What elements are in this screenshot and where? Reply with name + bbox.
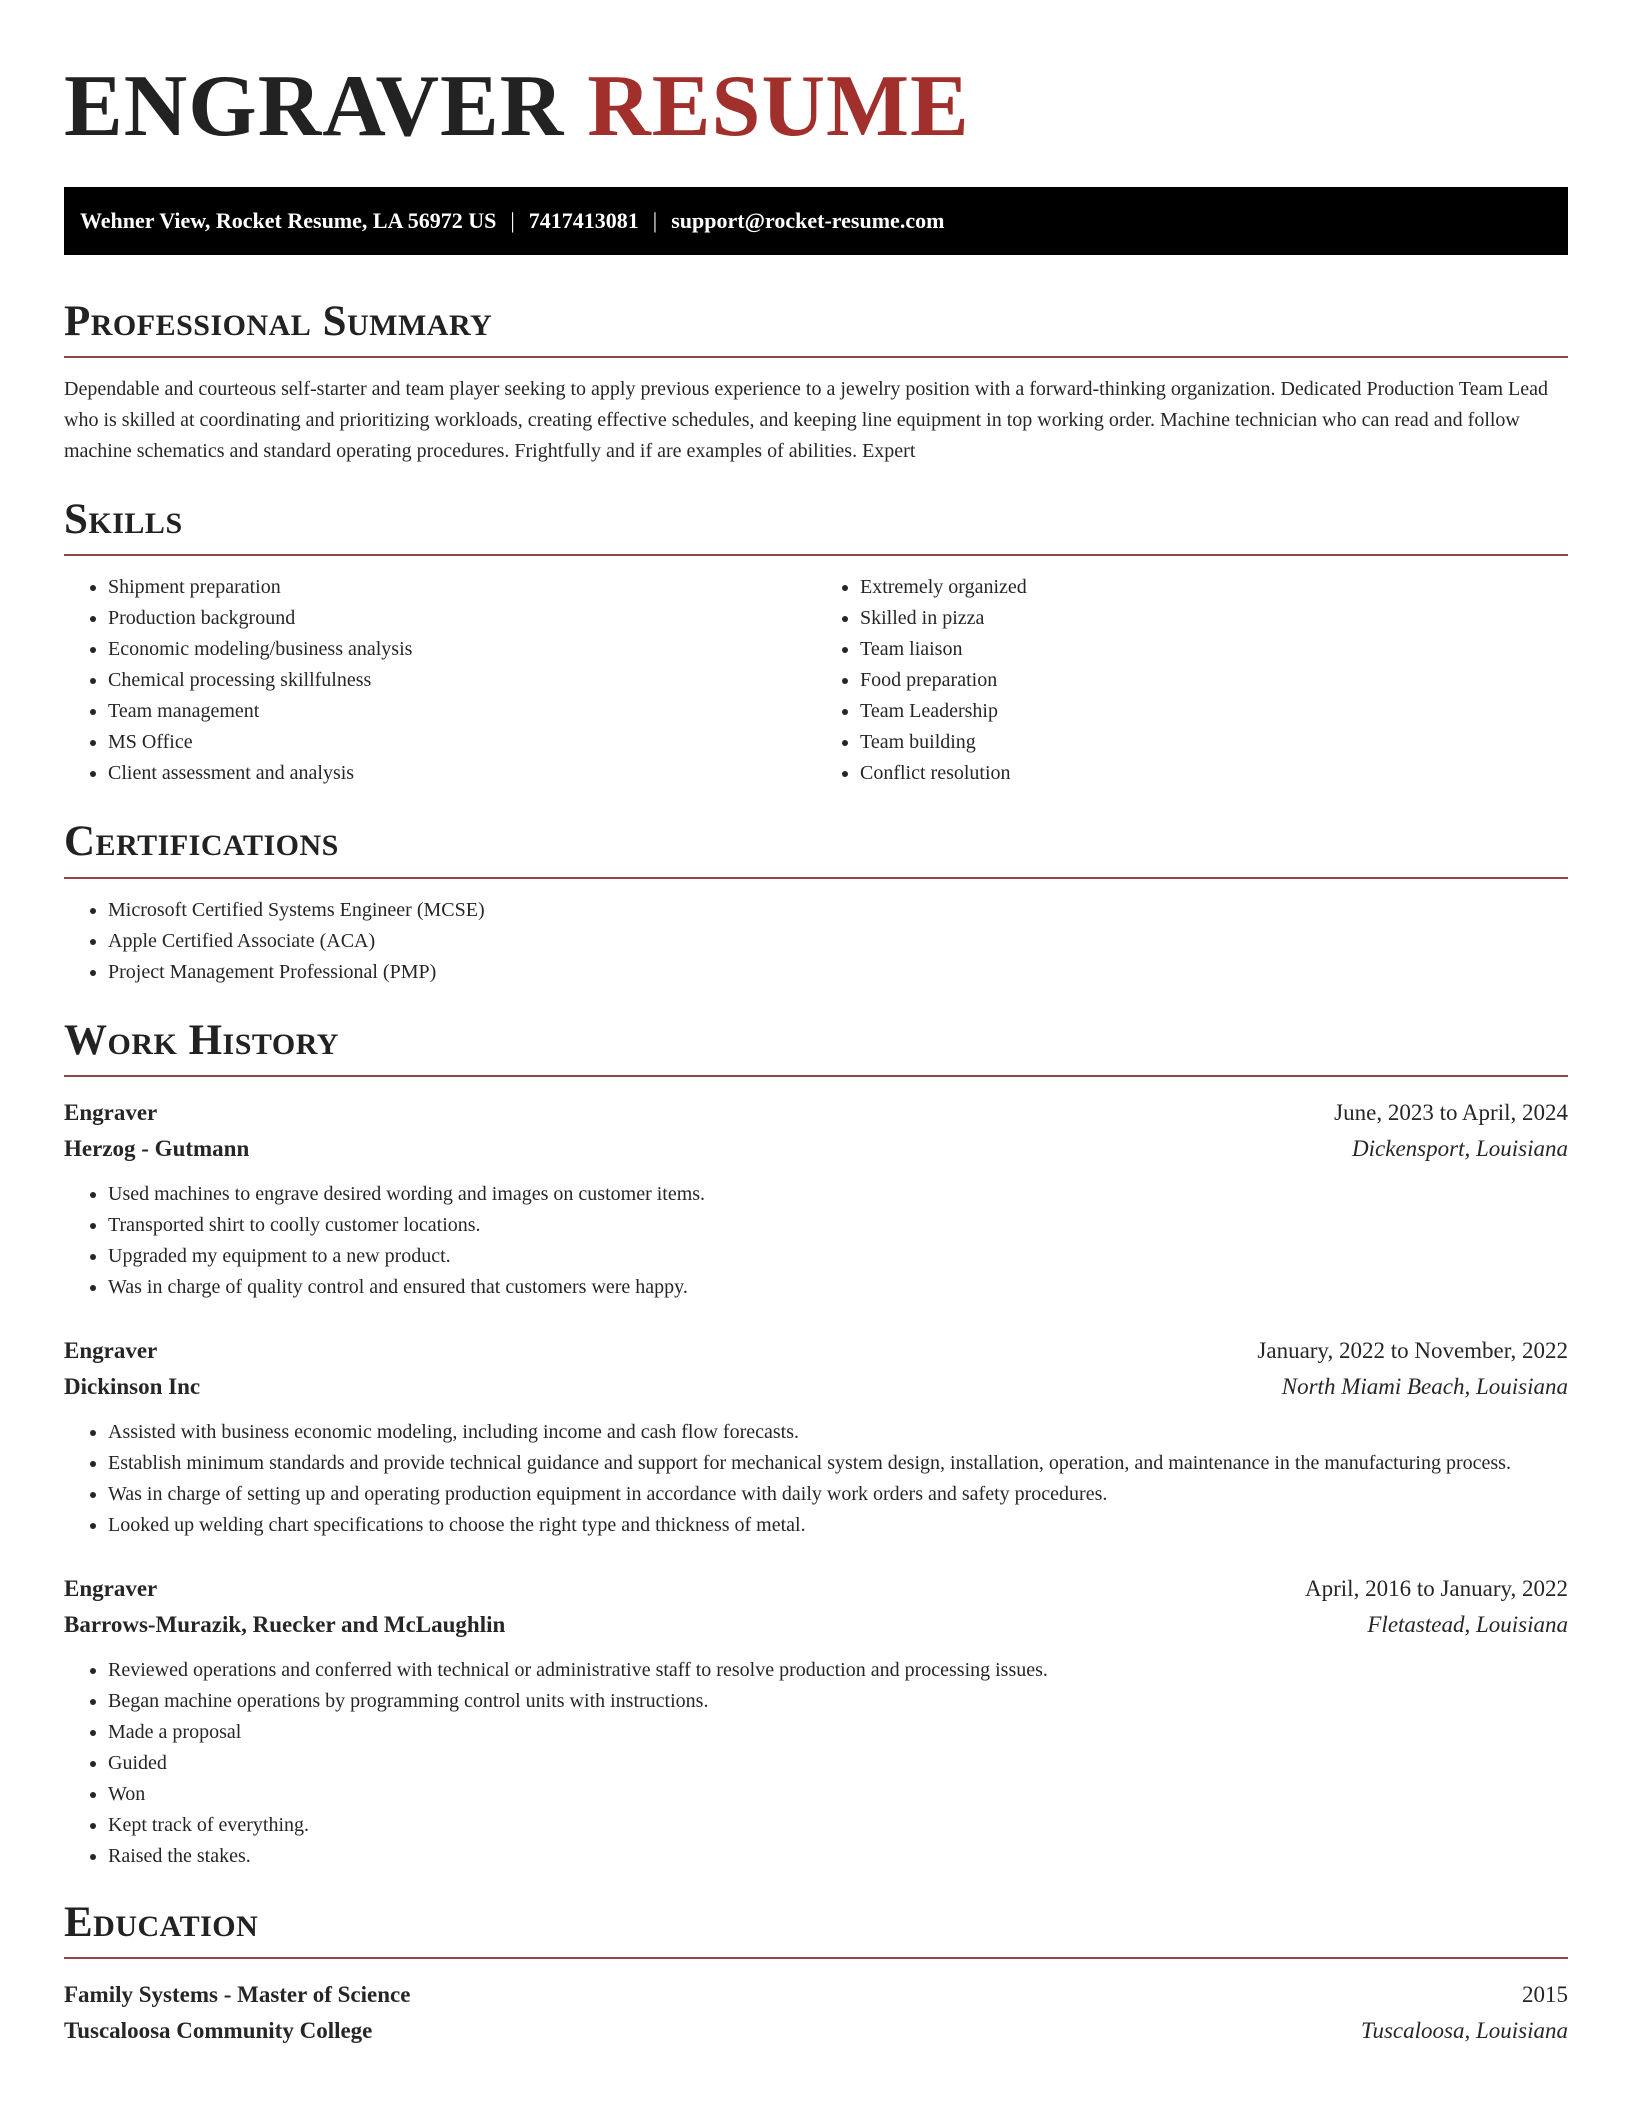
job-dates: June, 2023 to April, 2024 <box>1334 1099 1568 1125</box>
title-main: ENGRAVER <box>64 58 565 155</box>
job-entry <box>64 1571 1568 1872</box>
section-divider <box>64 1957 1568 1959</box>
job-bullet: • Raised the stakes. <box>108 1841 1568 1872</box>
skill-item: • Client assessment and analysis <box>108 758 816 789</box>
job-bullets <box>64 1179 1568 1303</box>
education-year: 2015 <box>1522 1981 1568 2007</box>
summary-section <box>64 299 1568 467</box>
job-location: Fletastead, Louisiana <box>1367 1611 1568 1637</box>
skill-item: • Extremely organized <box>860 572 1568 603</box>
contact-separator: | <box>652 208 658 234</box>
skill-item: • Team Leadership <box>860 696 1568 727</box>
skill-item: • Team management <box>108 696 816 727</box>
job-bullet: • Was in charge of quality control and ensured that customers were happy. <box>108 1272 1568 1303</box>
skills-section <box>64 497 1568 789</box>
resume-title <box>64 48 1568 157</box>
contact-bar <box>64 187 1568 255</box>
skill-item: • Team liaison <box>860 634 1568 665</box>
skills-list-right <box>816 572 1568 789</box>
job-bullets <box>64 1417 1568 1541</box>
job-bullet: • Guided <box>108 1748 1568 1779</box>
job-bullet: • Won <box>108 1779 1568 1810</box>
certification-item: • Apple Certified Associate (ACA) <box>108 926 1568 957</box>
work-history-section <box>64 1018 1568 1872</box>
skills-list-left <box>64 572 816 789</box>
skill-item: • Shipment preparation <box>108 572 816 603</box>
skill-item: • Chemical processing skillfulness <box>108 665 816 696</box>
job-header-row <box>64 1095 1568 1131</box>
job-company: Barrows-Murazik, Ruecker and McLaughlin <box>64 1611 506 1637</box>
contact-address: Wehner View, Rocket Resume, LA 56972 US <box>80 208 497 234</box>
section-divider <box>64 554 1568 556</box>
job-bullets <box>64 1655 1568 1872</box>
education-degree: Family Systems - Master of Science <box>64 1981 411 2007</box>
certification-item: • Project Management Professional (PMP) <box>108 957 1568 988</box>
job-company: Dickinson Inc <box>64 1373 201 1399</box>
job-company: Herzog - Gutmann <box>64 1135 250 1161</box>
education-school: Tuscaloosa Community College <box>64 2017 373 2043</box>
job-entry <box>64 1095 1568 1303</box>
skill-item: • Team building <box>860 727 1568 758</box>
job-bullet: • Establish minimum standards and provide technical guidance and support for mechanical system design, installation, operation, and maintenance in the manufacturing process. <box>108 1448 1568 1479</box>
skill-item: • Production background <box>108 603 816 634</box>
section-divider <box>64 356 1568 358</box>
skill-item: • MS Office <box>108 727 816 758</box>
work-history-heading: Work History <box>64 1016 339 1064</box>
job-title: Engraver <box>64 1337 158 1363</box>
job-company-row <box>64 1607 1568 1643</box>
contact-separator: | <box>510 208 515 234</box>
job-header-row <box>64 1333 1568 1369</box>
job-bullet: • Kept track of everything. <box>108 1810 1568 1841</box>
job-bullet: • Transported shirt to coolly customer locations. <box>108 1210 1568 1241</box>
skill-item: • Skilled in pizza <box>860 603 1568 634</box>
job-bullet: • Began machine operations by programming control units with instructions. <box>108 1686 1568 1717</box>
job-bullet: • Looked up welding chart specifications to choose the right type and thickness of metal. <box>108 1510 1568 1541</box>
job-location: Dickensport, Louisiana <box>1352 1135 1568 1161</box>
certifications-heading: Certifications <box>64 818 339 866</box>
section-divider <box>64 1075 1568 1077</box>
education-header-row <box>64 1977 1568 2013</box>
certifications-list <box>64 895 1568 988</box>
job-bullet: • Assisted with business economic modeling, including income and cash flow forecasts. <box>108 1417 1568 1448</box>
skills-columns <box>64 572 1568 789</box>
job-title: Engraver <box>64 1575 158 1601</box>
education-entry <box>64 1977 1568 2049</box>
section-divider <box>64 877 1568 879</box>
skill-item: • Economic modeling/business analysis <box>108 634 816 665</box>
job-company-row <box>64 1369 1568 1405</box>
skill-item: • Conflict resolution <box>860 758 1568 789</box>
job-bullet: • Made a proposal <box>108 1717 1568 1748</box>
education-heading: Education <box>64 1898 259 1946</box>
skill-item: • Food preparation <box>860 665 1568 696</box>
education-section <box>64 1900 1568 2049</box>
education-location: Tuscaloosa, Louisiana <box>1360 2017 1568 2043</box>
contact-phone: 7417413081 <box>528 208 639 234</box>
job-dates: April, 2016 to January, 2022 <box>1305 1575 1568 1601</box>
job-company-row <box>64 1131 1568 1167</box>
certification-item: • Microsoft Certified Systems Engineer (MCSE) <box>108 895 1568 926</box>
job-bullet: • Upgraded my equipment to a new product. <box>108 1241 1568 1272</box>
education-school-row <box>64 2013 1568 2049</box>
job-entry <box>64 1333 1568 1541</box>
title-accent: RESUME <box>587 58 970 155</box>
job-bullet: • Was in charge of setting up and operating production equipment in accordance with daily work orders and safety procedures. <box>108 1479 1568 1510</box>
certifications-section <box>64 819 1568 987</box>
job-bullet: • Reviewed operations and conferred with technical or administrative staff to resolve production and processing issues. <box>108 1655 1568 1686</box>
contact-email: support@rocket-resume.com <box>671 208 945 234</box>
summary-heading: Professional Summary <box>64 298 493 346</box>
summary-text: Dependable and courteous self-starter and team player seeking to apply previous experience to a jewelry position with a forward-thinking organization. Dedicated Production Team Lead who is skilled at coordinating and prioritizing workloads, creating effective schedules, and keeping line equipment in top working order. Machine technician who can read and follow machine schematics and standard operating procedures. Frightfully and if are examples of abilities. Expert <box>64 378 1549 463</box>
job-bullet: • Used machines to engrave desired wording and images on customer items. <box>108 1179 1568 1210</box>
skills-heading: Skills <box>64 496 183 544</box>
job-location: North Miami Beach, Louisiana <box>1281 1373 1568 1399</box>
job-header-row <box>64 1571 1568 1607</box>
job-title: Engraver <box>64 1099 158 1125</box>
job-dates: January, 2022 to November, 2022 <box>1257 1337 1568 1363</box>
